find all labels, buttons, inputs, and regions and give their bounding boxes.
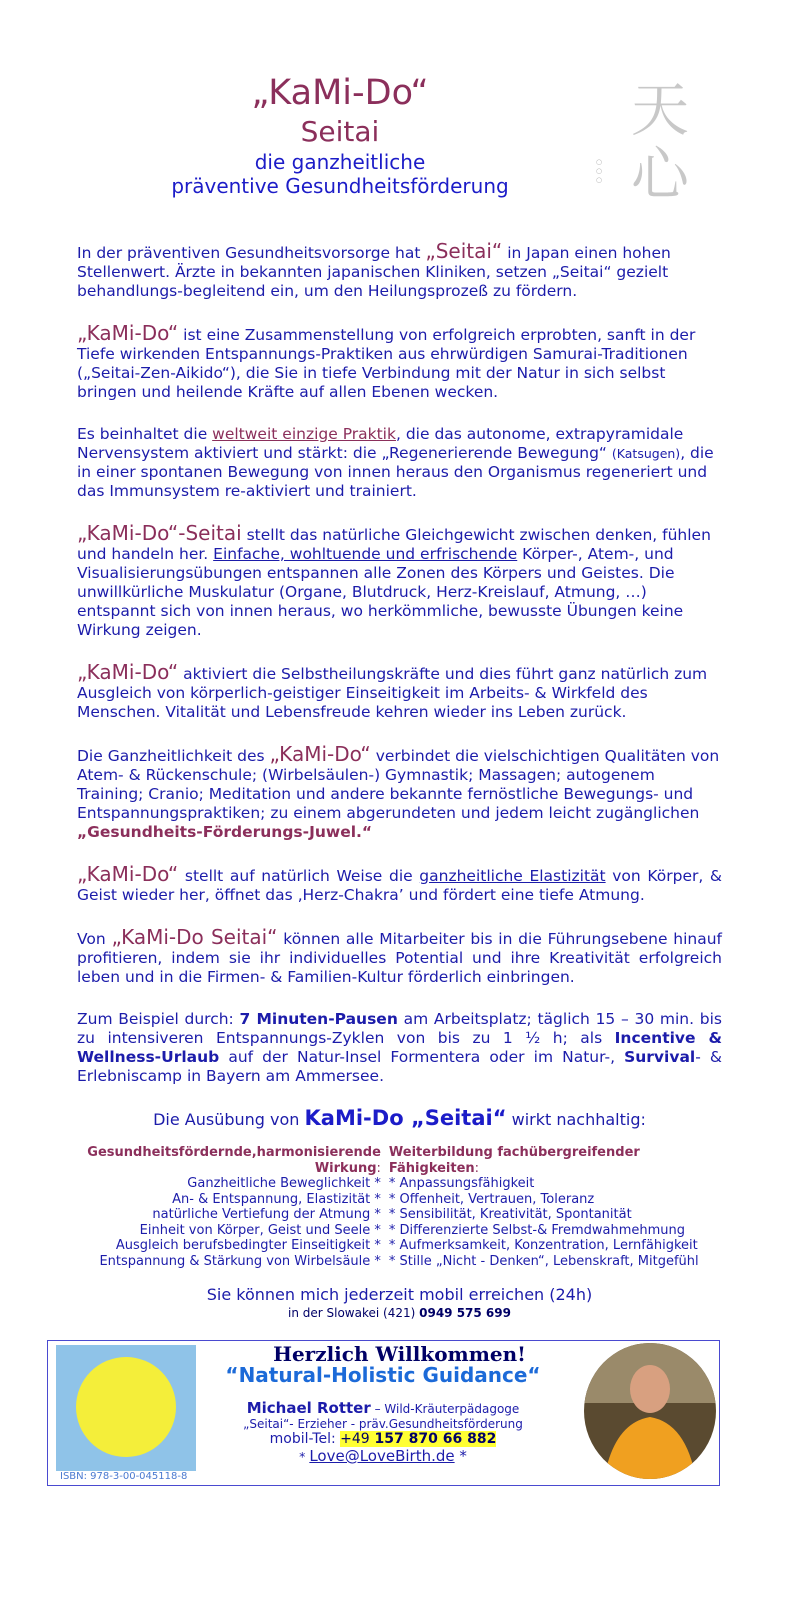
phone-number[interactable]: +49 157 870 66 882 bbox=[340, 1431, 497, 1447]
footer-card bbox=[47, 1340, 720, 1486]
author-portrait bbox=[584, 1343, 716, 1479]
footer-title: “Natural-Holistic Guidance“ bbox=[225, 1363, 541, 1387]
author-line: Michael Rotter – Wild-Kräuterpädagoge bbox=[246, 1399, 520, 1417]
kanji-calligraphy bbox=[620, 78, 700, 206]
seitai-highlight: „Seitai“ bbox=[425, 239, 503, 263]
health-effects-list bbox=[87, 1145, 389, 1269]
list-item: * Anpassungsfähigkeit bbox=[388, 1176, 535, 1191]
contact-info bbox=[77, 1285, 722, 1323]
header bbox=[80, 72, 600, 198]
email-link[interactable]: Love@LoveBirth.de bbox=[309, 1447, 455, 1465]
effects-columns bbox=[87, 1145, 722, 1269]
kanji-ten: 天 bbox=[630, 76, 689, 144]
list-item: * Differenzierte Selbst-& Fremdwahmehmung bbox=[388, 1222, 685, 1238]
juwel-phrase: „Gesundheits-Förderungs-Juwel.“ bbox=[77, 823, 373, 841]
author-role: „Seitai“- Erzieher - präv.Gesundheitsförderung bbox=[243, 1417, 523, 1431]
list-item: An- & Entspannung, Elastizität * bbox=[172, 1191, 381, 1207]
paragraph-6: Die Ganzheitlichkeit des „KaMi-Do“ verbindet die vielschichtigen Qualitäten von Atem- & Rückenschule; (Wirbelsäulen-) Gymnastik; Massagen; autogenem Training; Cranio; Meditation und andere bekannte fernöstliche Bewegungs- und Entspannungspraktiken; zu einem abgerundeten und jedem leicht zugänglichen „Gesundheits-Förderungs-Juwel.“ bbox=[77, 742, 720, 841]
health-effects-heading: Gesundheitsfördernde,harmonisierende Wirkung: bbox=[87, 1145, 381, 1176]
effects-intro: Die Ausübung von KaMi-Do „Seitai“ wirkt nachhaltig: bbox=[153, 1106, 646, 1130]
paragraph-8: Von „KaMi-Do Seitai“ können alle Mitarbeiter bis in die Führungsebene hinauf profitieren, indem sie ihr individuelles Potential und ihre Kreativität erfolgreich leben und in die Firmen- & Familien-Kultur förderlich einbringen. bbox=[77, 925, 722, 986]
isbn-label: ISBN: 978-3-00-045118-8 bbox=[60, 1471, 188, 1482]
tagline-line1: die ganzheitliche bbox=[254, 150, 426, 174]
list-item: Einheit von Körper, Geist und Seele * bbox=[139, 1222, 381, 1238]
paragraph-2: „KaMi-Do“ ist eine Zusammenstellung von erfolgreich erprobten, sanft in der Tiefe wirkenden Entspannungs-Praktiken aus ehrwürdigen Samurai-Traditionen („Seitai-Zen-Aikido“), die Sie in tiefe Verbindung mit der Natur in sich selbst bringen und heilende Kräfte auf allen Ebenen wecken. bbox=[77, 321, 696, 401]
list-item: natürliche Vertiefung der Atmung * bbox=[152, 1207, 381, 1222]
paragraph-9: Zum Beispiel durch: 7 Minuten-Pausen am Arbeitsplatz; täglich 15 – 30 min. bis zu intensiveren Entspannungs-Zyklen von bis zu 1 ½ h; als Incentive & Wellness-Urlaub auf der Natur-Insel Formentera oder im Natur-, Survival- & Erlebniscamp in Bayern am Ammersee. bbox=[77, 1010, 723, 1085]
kamido-highlight: „KaMi-Do“ bbox=[269, 742, 371, 766]
kanji-shin: 心 bbox=[630, 140, 689, 208]
list-item: * Sensibilität, Kreativität, Spontanität bbox=[388, 1207, 632, 1222]
unique-practice-link[interactable]: weltweit einzige Praktik bbox=[212, 425, 396, 443]
list-item: Entspannung & Stärkung von Wirbelsäule * bbox=[99, 1253, 381, 1269]
mobile-phone: mobil-Tel: +49 157 870 66 882 bbox=[269, 1431, 497, 1447]
list-item: * Offenheit, Vertrauen, Toleranz bbox=[388, 1191, 595, 1207]
list-item: Ganzheitliche Beweglichkeit * bbox=[187, 1176, 381, 1191]
slovakia-phone: in der Slowakei (421) 0949 575 699 bbox=[288, 1306, 511, 1320]
kamido-seitai-highlight: „KaMi-Do Seitai“ bbox=[111, 925, 278, 949]
list-item: * Stille „Nicht - Denken“, Lebenskraft, Mitgefühl bbox=[388, 1253, 699, 1269]
list-item: * Aufmerksamkeit, Konzentration, Lernfähigkeit bbox=[388, 1238, 698, 1253]
page-subtitle: Seitai bbox=[300, 115, 380, 148]
list-item: Ausgleich berufsbedingter Einseitigkeit * bbox=[115, 1238, 381, 1253]
welcome-heading: Herzlich Willkommen! bbox=[273, 1342, 526, 1366]
footer-info bbox=[218, 1363, 548, 1465]
paragraph-5: „KaMi-Do“ aktiviert die Selbstheilungskräfte und dies führt ganz natürlich zum Ausgleich von körperlich-geistiger Einseitigkeit im Arbeits- & Wirkfeld des Menschen. Vitalität und Lebensfreude kehren wieder ins Leben zurück. bbox=[77, 660, 708, 721]
kamido-highlight: „KaMi-Do“ bbox=[77, 862, 179, 886]
paragraph-7: „KaMi-Do“ stellt auf natürlich Weise die ganzheitliche Elastizität von Körper, & Geist wieder her, öffnet das ‚Herz-Chakra’ und fördert eine tiefe Atmung. bbox=[77, 862, 722, 904]
seal-stamp-icon: ○ ○ ○ bbox=[596, 158, 603, 184]
page-title: „KaMi-Do“ bbox=[251, 73, 429, 113]
kamido-highlight: „KaMi-Do“ bbox=[77, 321, 179, 345]
paragraph-3: Es beinhaltet die weltweit einzige Praktik, die das autonome, extrapyramidale Nervensystem aktiviert und stärkt: die „Regenerierende Bewegung“ (Katsugen), die in einer spontanen Bewegung von innen heraus den Organismus regeneriert und das Immunsystem re-aktiviert und trainiert. bbox=[77, 425, 714, 500]
skills-heading: Weiterbildung fachübergreifender Fähigkeiten: bbox=[388, 1145, 640, 1176]
contact-line: Sie können mich jederzeit mobil erreichen (24h) bbox=[206, 1285, 593, 1304]
kamido-seitai-highlight: „KaMi-Do“-Seitai bbox=[77, 521, 242, 545]
paragraph-4: „KaMi-Do“-Seitai stellt das natürliche Gleichgewicht zwischen denken, fühlen und handeln her. Einfache, wohltuende und erfrischende Körper-, Atem-, und Visualisierungsübungen entspannen alle Zonen des Körpers und Geistes. Die unwillkürliche Muskulatur (Organe, Blutdruck, Herz-Kreislauf, Atmung, …) entspannt sich von innen heraus, wo herkömmliche, bewusste Übungen keine Wirkung zeigen. bbox=[77, 521, 711, 639]
skills-list bbox=[389, 1145, 722, 1269]
email-line: * Love@LoveBirth.de * bbox=[299, 1447, 467, 1465]
tagline-line2: präventive Gesundheitsförderung bbox=[171, 174, 509, 198]
main-content bbox=[77, 239, 723, 1366]
moon-logo-icon bbox=[56, 1345, 196, 1471]
paragraph-1: In der präventiven Gesundheitsvorsorge hat „Seitai“ in Japan einen hohen Stellenwert. Ärzte in bekannten japanischen Kliniken, setzen „Seitai“ gezielt behandlungs-begleitend ein, um den Heilungsprozeß zu fördern. bbox=[77, 239, 671, 300]
kamido-highlight: „KaMi-Do“ bbox=[77, 660, 179, 684]
